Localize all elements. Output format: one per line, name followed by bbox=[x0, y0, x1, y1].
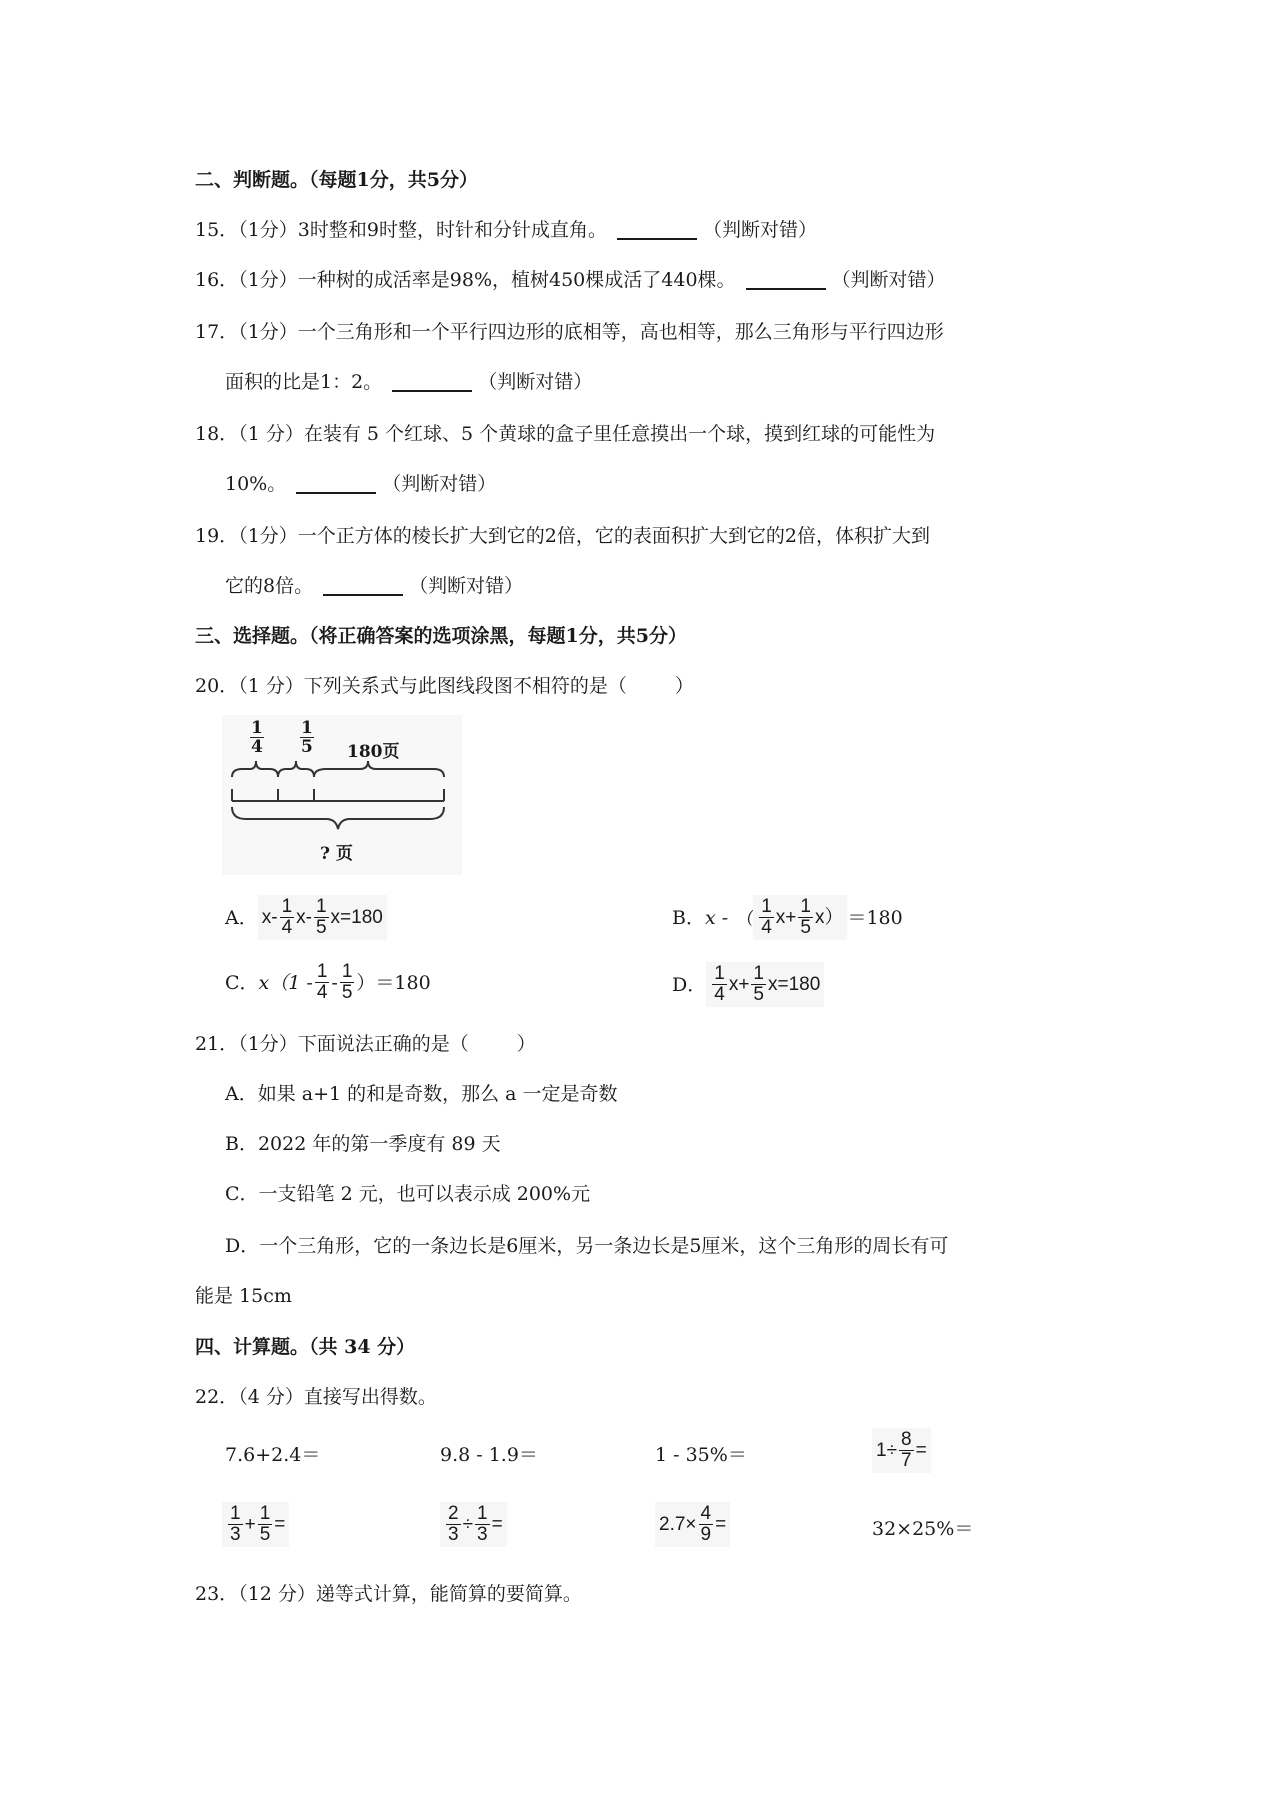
question-15 bbox=[195, 216, 817, 244]
denominator: 4 bbox=[316, 982, 328, 1003]
fraction bbox=[759, 897, 774, 938]
question-text: 它的8倍。 bbox=[225, 575, 314, 597]
denominator: 4 bbox=[761, 917, 772, 938]
option-label: C． bbox=[225, 971, 259, 994]
question-text: （1 分）下列关系式与此图线段图不相符的是（ bbox=[238, 675, 627, 697]
question-text: （1分）一个三角形和一个平行四边形的底相等，高也相等，那么三角形与平行四边形 bbox=[238, 321, 944, 343]
question-19-cont bbox=[225, 572, 523, 600]
denominator: 7 bbox=[901, 1450, 912, 1471]
question-number: 16． bbox=[195, 269, 239, 291]
denominator: 5 bbox=[301, 737, 313, 757]
question-number: 22． bbox=[195, 1386, 239, 1408]
question-text: （4 分）直接写出得数。 bbox=[238, 1386, 437, 1408]
term: x- bbox=[296, 906, 312, 928]
numerator: 1 bbox=[315, 896, 327, 917]
question-number: 23． bbox=[195, 1583, 239, 1605]
answer-blank[interactable] bbox=[296, 472, 376, 494]
fraction bbox=[751, 964, 766, 1005]
term: x+ bbox=[728, 973, 750, 995]
paren-close: ） bbox=[516, 1033, 536, 1055]
term: x（1 - bbox=[258, 971, 313, 994]
numerator: 1 bbox=[301, 718, 313, 738]
answer-blank[interactable] bbox=[746, 268, 826, 290]
question-text: （1分）一个正方体的棱长扩大到它的2倍，它的表面积扩大到它的2倍，体积扩大到 bbox=[238, 525, 930, 547]
question-number: 17． bbox=[195, 321, 239, 343]
fraction bbox=[340, 962, 355, 1003]
numerator: 4 bbox=[700, 1503, 712, 1524]
term: 1÷ bbox=[876, 1439, 897, 1461]
denominator: 5 bbox=[753, 984, 764, 1005]
question-text: （1分）一种树的成活率是98%，植树450棵成活了440棵。 bbox=[238, 269, 736, 291]
denominator: 3 bbox=[477, 1524, 488, 1545]
option-label: A． bbox=[225, 906, 258, 929]
fraction bbox=[699, 1504, 714, 1545]
paren-close: ） bbox=[674, 675, 694, 697]
question-18 bbox=[195, 420, 935, 448]
fraction bbox=[446, 1504, 461, 1545]
question-20 bbox=[195, 672, 694, 700]
numerator: 1 bbox=[753, 963, 764, 984]
question-text: 面积的比是1：2。 bbox=[225, 371, 383, 393]
question-21 bbox=[195, 1030, 536, 1058]
numerator: 1 bbox=[316, 961, 328, 982]
q21-option-a[interactable]: A．如果 a+1 的和是奇数，那么 a 一定是奇数 bbox=[225, 1083, 618, 1105]
option-label: D． bbox=[672, 973, 707, 996]
calc-item-7 bbox=[655, 1502, 730, 1547]
question-23 bbox=[195, 1580, 582, 1608]
question-number: 20． bbox=[195, 675, 239, 697]
question-suffix: （判断对错） bbox=[409, 575, 524, 597]
fraction bbox=[315, 962, 330, 1003]
q21-option-c[interactable]: C．一支铅笔 2 元，也可以表示成 200%元 bbox=[225, 1183, 591, 1205]
term: ＝180 bbox=[847, 906, 903, 929]
term: x） bbox=[814, 906, 844, 928]
term: x- bbox=[261, 906, 278, 928]
numerator: 1 bbox=[281, 896, 293, 917]
numerator: 1 bbox=[477, 1503, 488, 1524]
answer-blank[interactable] bbox=[617, 218, 697, 240]
answer-blank[interactable] bbox=[392, 370, 472, 392]
question-19 bbox=[195, 522, 930, 550]
term: - bbox=[331, 971, 338, 994]
numerator: 1 bbox=[714, 963, 725, 984]
question-text: （12 分）递等式计算，能简算的要简算。 bbox=[238, 1583, 582, 1605]
term: = bbox=[491, 1513, 503, 1535]
denominator: 5 bbox=[341, 982, 353, 1003]
question-number: 18． bbox=[195, 423, 239, 445]
option-d-formula bbox=[706, 962, 824, 1007]
option-c[interactable] bbox=[225, 962, 431, 1003]
q21-option-b[interactable]: B．2022 年的第一季度有 89 天 bbox=[225, 1133, 501, 1155]
question-text: （1 分）在装有 5 个红球、5 个黄球的盒子里任意摸出一个球，摸到红球的可能性为 bbox=[238, 423, 936, 445]
denominator: 3 bbox=[448, 1524, 459, 1545]
fraction bbox=[280, 897, 295, 938]
numerator: 2 bbox=[448, 1503, 459, 1524]
denominator: 4 bbox=[714, 984, 725, 1005]
denominator: 5 bbox=[259, 1524, 271, 1545]
question-suffix: （判断对错） bbox=[382, 473, 497, 495]
question-18-cont bbox=[225, 470, 496, 498]
fraction bbox=[314, 897, 329, 938]
term: = bbox=[274, 1513, 286, 1535]
question-16 bbox=[195, 266, 946, 294]
calc-item-1: 7.6+2.4＝ bbox=[225, 1444, 321, 1466]
fraction bbox=[228, 1504, 243, 1545]
denominator: 5 bbox=[315, 917, 327, 938]
option-d[interactable] bbox=[672, 962, 824, 1007]
calc-item-3: 1 - 35%＝ bbox=[655, 1444, 747, 1466]
question-22 bbox=[195, 1383, 437, 1411]
term: = bbox=[715, 1513, 727, 1535]
question-17 bbox=[195, 318, 944, 346]
fraction bbox=[475, 1504, 490, 1545]
section-heading-calculation: 四、计算题。（共 34 分） bbox=[195, 1336, 416, 1358]
label-180-pages: 180页 bbox=[347, 742, 400, 762]
denominator: 5 bbox=[800, 917, 811, 938]
term: 2.7× bbox=[659, 1513, 697, 1535]
question-suffix: （判断对错） bbox=[478, 371, 593, 393]
fraction bbox=[258, 1504, 273, 1545]
option-b[interactable] bbox=[672, 895, 903, 940]
question-number: 21． bbox=[195, 1033, 239, 1055]
operator: + bbox=[244, 1513, 256, 1535]
term: x - （ bbox=[704, 906, 754, 929]
option-a[interactable] bbox=[225, 895, 387, 940]
numerator: 1 bbox=[259, 1503, 271, 1524]
calc-item-8: 32×25%＝ bbox=[872, 1518, 974, 1540]
fraction bbox=[798, 897, 813, 938]
numerator: 1 bbox=[251, 718, 263, 738]
q21-option-d-cont: 能是 15cm bbox=[195, 1285, 292, 1307]
fraction bbox=[712, 964, 727, 1005]
denominator: 9 bbox=[700, 1524, 712, 1545]
numerator: 1 bbox=[761, 896, 772, 917]
question-17-cont bbox=[225, 368, 592, 396]
denominator: 3 bbox=[230, 1524, 241, 1545]
calc-item-2: 9.8 - 1.9＝ bbox=[440, 1444, 538, 1466]
numerator: 1 bbox=[800, 896, 811, 917]
term: x+ bbox=[775, 906, 797, 928]
question-text: （1分）下面说法正确的是（ bbox=[238, 1033, 469, 1055]
answer-blank[interactable] bbox=[323, 574, 403, 596]
line-segment-diagram bbox=[222, 715, 462, 875]
section-heading-choice: 三、选择题。（将正确答案的选项涂黑，每题1分，共5分） bbox=[195, 625, 687, 647]
calc-item-6 bbox=[440, 1502, 507, 1547]
section-heading-judgment: 二、判断题。（每题1分，共5分） bbox=[195, 169, 478, 191]
question-suffix: （判断对错） bbox=[831, 269, 946, 291]
term: = bbox=[915, 1439, 927, 1461]
term: x=180 bbox=[330, 906, 383, 928]
numerator: 1 bbox=[230, 1503, 241, 1524]
calc-item-4 bbox=[872, 1428, 931, 1473]
option-b-formula bbox=[753, 895, 847, 940]
denominator: 4 bbox=[251, 737, 263, 757]
fraction bbox=[899, 1430, 914, 1471]
term: ）＝180 bbox=[356, 971, 431, 994]
numerator: 1 bbox=[341, 961, 353, 982]
term: x=180 bbox=[768, 973, 821, 995]
operator: ÷ bbox=[462, 1513, 474, 1535]
question-text: 10%。 bbox=[225, 473, 287, 495]
question-suffix: （判断对错） bbox=[702, 219, 817, 241]
question-number: 19． bbox=[195, 525, 239, 547]
question-number: 15． bbox=[195, 219, 239, 241]
option-label: B． bbox=[672, 906, 705, 929]
calc-item-5 bbox=[222, 1502, 289, 1547]
question-text: （1分）3时整和9时整，时针和分针成直角。 bbox=[238, 219, 607, 241]
label-unknown-pages: ? 页 bbox=[320, 844, 353, 864]
option-a-formula bbox=[258, 895, 387, 940]
q21-option-d[interactable]: D．一个三角形，它的一条边长是6厘米，另一条边长是5厘米，这个三角形的周长有可 bbox=[225, 1235, 949, 1257]
numerator: 8 bbox=[901, 1429, 912, 1450]
denominator: 4 bbox=[281, 917, 293, 938]
